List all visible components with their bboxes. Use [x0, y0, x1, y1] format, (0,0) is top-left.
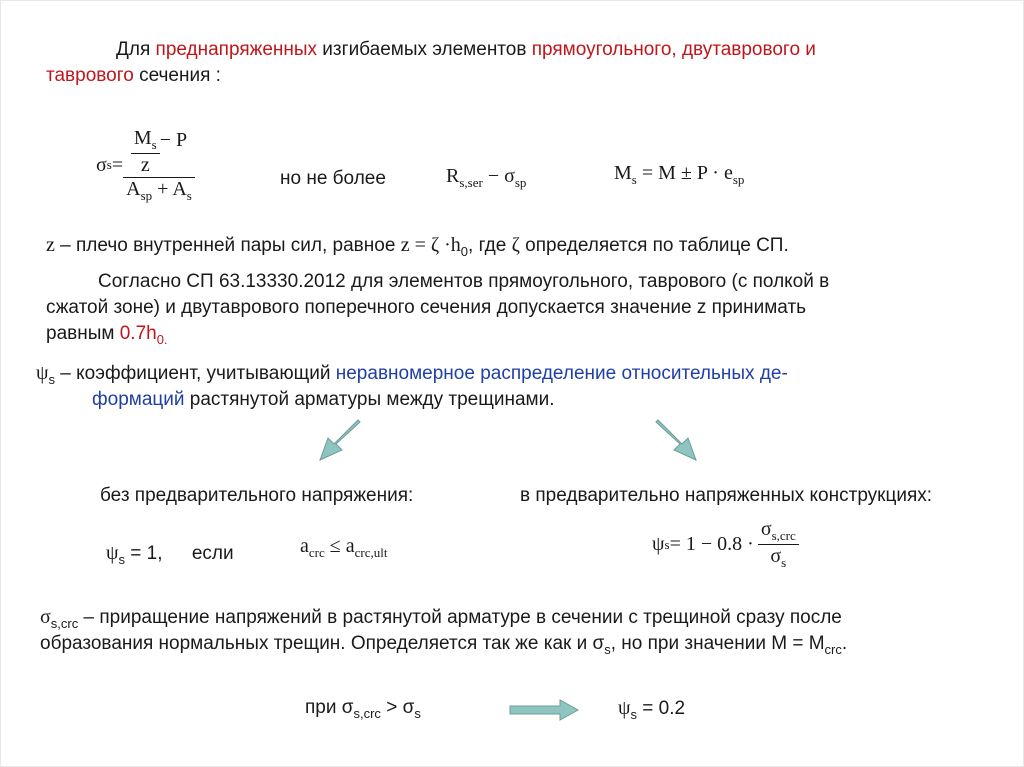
formula-sigma-s: σ s = $\frac{M_s}{z}$ − P $A_{sp} + A_s$: [96, 120, 195, 210]
psi-highlight-1: неравномерное распределение относительных де-: [335, 363, 788, 384]
case-prestressed: в предварительно напряженных конструкциях:: [520, 485, 933, 506]
z-definition: z – плечо внутренней пары сил, равное $z = \zeta \cdot h_0$, где ζ определяется по таблице СП.: [46, 234, 789, 259]
intro-tee: таврового: [46, 65, 134, 86]
sigma-crc-line-2: образования нормальных трещин. Определяется так же как и $\sigma_s$, но при значении $M = M_{crc}$.: [40, 633, 848, 657]
intro-rect: прямоугольного, двутаврового и: [531, 39, 816, 60]
formula1-fraction: [123, 127, 195, 204]
bottom-condition: при $\sigma_{s,crc} > \sigma_s$: [305, 697, 421, 721]
sp-line-2: сжатой зоне) и двутаврового поперечного сечения допускается значение z принимать: [46, 297, 807, 318]
arrow-right-icon: [508, 698, 580, 722]
arrow-down-left-icon: [316, 418, 366, 464]
intro-line-1: [116, 38, 816, 62]
no-more-than: но не более: [280, 168, 386, 189]
psi-line-2: формаций растянутой арматуры между трещинами.: [92, 389, 555, 410]
formula-ms: $M_s = M \pm P \cdot e_{sp}$: [614, 162, 745, 187]
psi-equals-one: $\psi_s = 1$, если: [106, 542, 234, 567]
intro-prestressed: преднапряженных: [155, 39, 318, 60]
psi-formula: ψ s = 1 − 0.8 · $\frac{\sigma_{s,crc}}{\sigma_s}$: [652, 518, 799, 571]
sp-line-3: равным $0.7h_{0.}$: [46, 323, 168, 347]
case-no-prestress: без предварительного напряжения:: [100, 485, 414, 506]
formula1-numerator: $\frac{M_s}{z}$ − P: [128, 127, 190, 177]
formula1-denominator: $A_{sp} + A_s$: [126, 177, 192, 203]
bottom-result: $\psi_s = 0.2$: [618, 697, 686, 722]
sp-line-1: Согласно СП 63.13330.2012 для элементов прямоугольного, таврового (с полкой в: [98, 271, 830, 292]
psi-highlight-2: формаций: [92, 389, 185, 410]
intro-middle: изгибаемых элементов: [317, 39, 532, 60]
psi-line-1: $\psi_s$ – коэффициент, учитывающий неравномерное распределение относительных де-: [36, 362, 788, 387]
intro-line-2: [46, 64, 221, 88]
intro-tail: сечения :: [133, 65, 221, 86]
acrc-condition: $a_{crc} \le a_{crc,ult}$: [300, 535, 388, 560]
intro-prefix: Для: [116, 39, 156, 60]
sigma-crc-line-1: $\sigma_{s,crc}$ – приращение напряжений в растянутой арматуре в сечении с трещиной сразу после: [40, 606, 842, 631]
formula-rser: $R_{s,ser} - \sigma_{sp}$: [446, 165, 527, 190]
arrow-down-right-icon: [650, 418, 700, 464]
